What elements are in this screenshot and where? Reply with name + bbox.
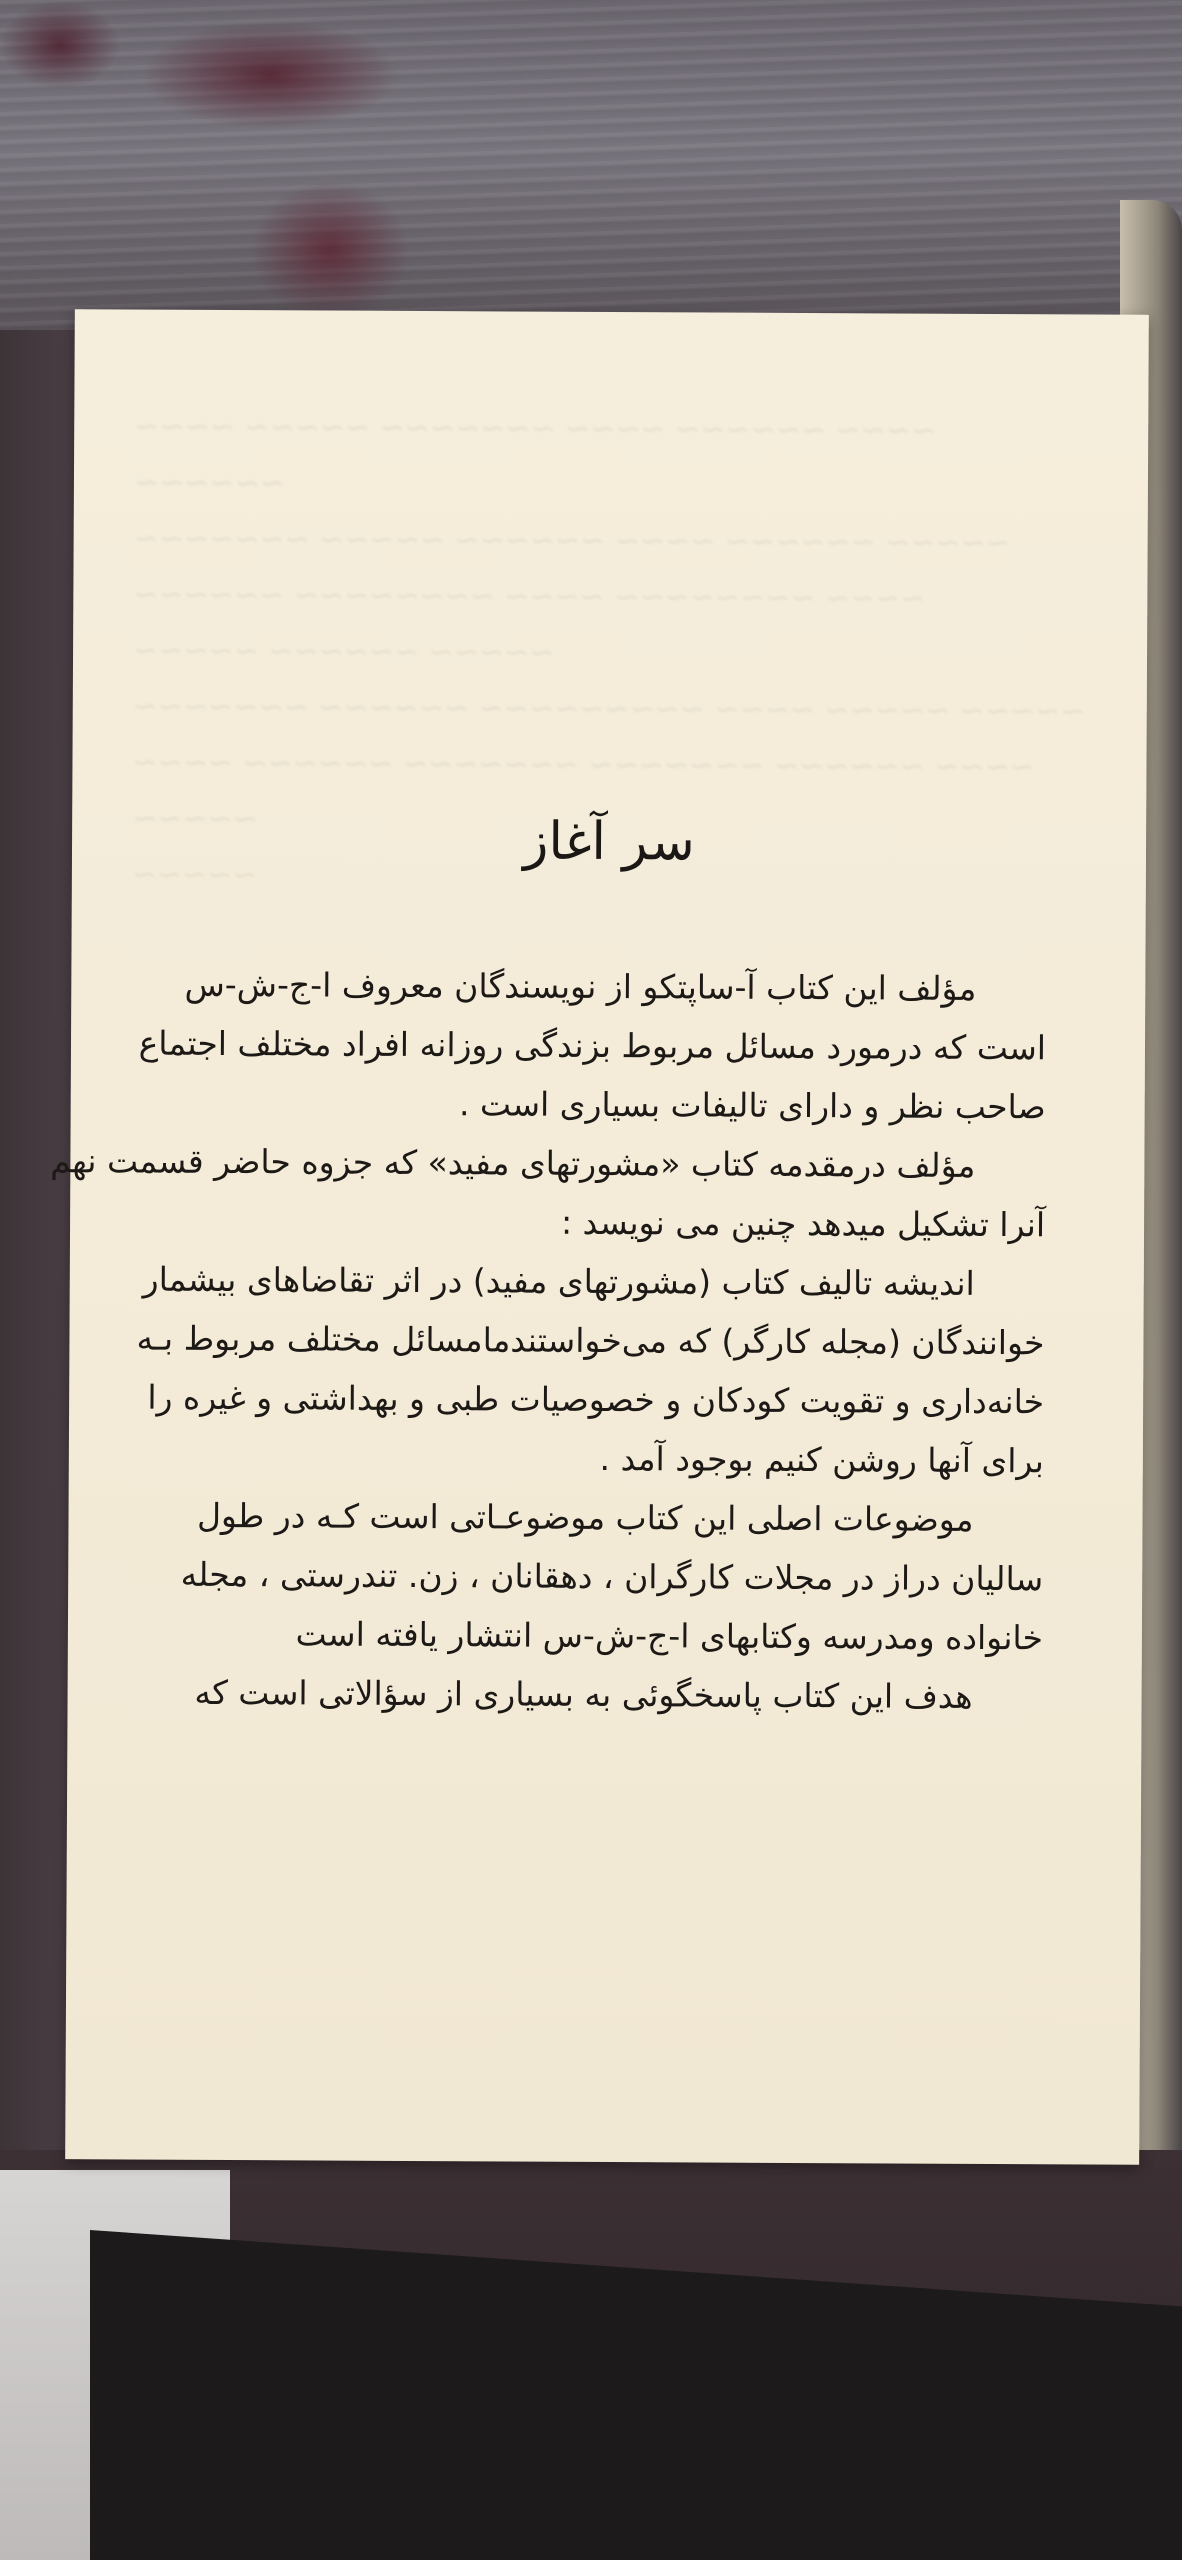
- text-line: موضوعات اصلی این کتاب موضوعـاتی است کـه در طول: [196, 1495, 974, 1539]
- text-line: سالیان دراز در مجلات کارگران ، دهقانان ، زن. تندرستی ، مجله: [180, 1554, 1044, 1599]
- bleed-through-text: ~~~~ ~~~~~ ~~~~~~~ ~~~~ ~~~~~~ ~~~~ ~~~~~~ ~~~~~~~ ~~~~~ ~~~~~~ ~~~~ ~~~~~~ ~~~~~ ~~~~~~ ~~~~~~~~ ~~~~ ~~~~~~~~ ~~~~ ~~~~~ ~~~~~~ ~~~~~ ~~~~~~~ ~~~~~~ ~~~~~~~~~ ~~~~ ~~~~~ ~~~~~ ~~~~ ~~~~~~ ~~~~~~~ ~~~~~~~ ~~~~~~ ~~~~ ~~~~~ ~~~~~: [131, 409, 1086, 894]
- text-line: برای آنها روشن کنیم بوجود آمد .: [599, 1438, 1044, 1481]
- text-line: آنرا تشکیل میدهد چنین می نویسد :: [560, 1202, 1046, 1245]
- text-line: خانه‌داری و تقویت کودکان و خصوصیات طبی و بهداشتی و غیره را: [147, 1377, 1045, 1422]
- text-line: مؤلف این کتاب آ-ساپتکو از نویسندگان معروف ا-ج-ش-س: [184, 964, 977, 1008]
- text-line: هدف این کتاب پاسخگوئی به بسیاری از سؤالاتی است که: [194, 1672, 973, 1716]
- text-line: خوانندگان (مجله کارگر) که می‌خواستندمامسائل مختلف مربوط بـه: [136, 1318, 1045, 1363]
- text-line: صاحب نظر و دارای تالیفات بسیاری است .: [458, 1084, 1046, 1127]
- table-stain: [250, 180, 410, 320]
- table-stain: [140, 20, 400, 130]
- text-line: اندیشه تالیف کتاب (مشورتهای مفید) در اثر تقاضاهای بیشمار: [142, 1259, 975, 1303]
- text-line: است که درمورد مسائل مربوط بزندگی روزانه افراد مختلف اجتماع: [138, 1023, 1047, 1068]
- book-page: [50, 309, 1149, 2165]
- text-line: خانواده ومدرسه وکتابهای ا-ج-ش-س انتشار یافته است: [295, 1614, 1044, 1658]
- body-paragraphs: [50, 955, 1047, 1727]
- text-line: مؤلف درمقدمه کتاب «مشورتهای مفید» که جزوه حاضر قسمت نهم: [50, 1141, 976, 1185]
- page-title: سر آغاز: [523, 811, 695, 873]
- table-stain: [0, 0, 120, 90]
